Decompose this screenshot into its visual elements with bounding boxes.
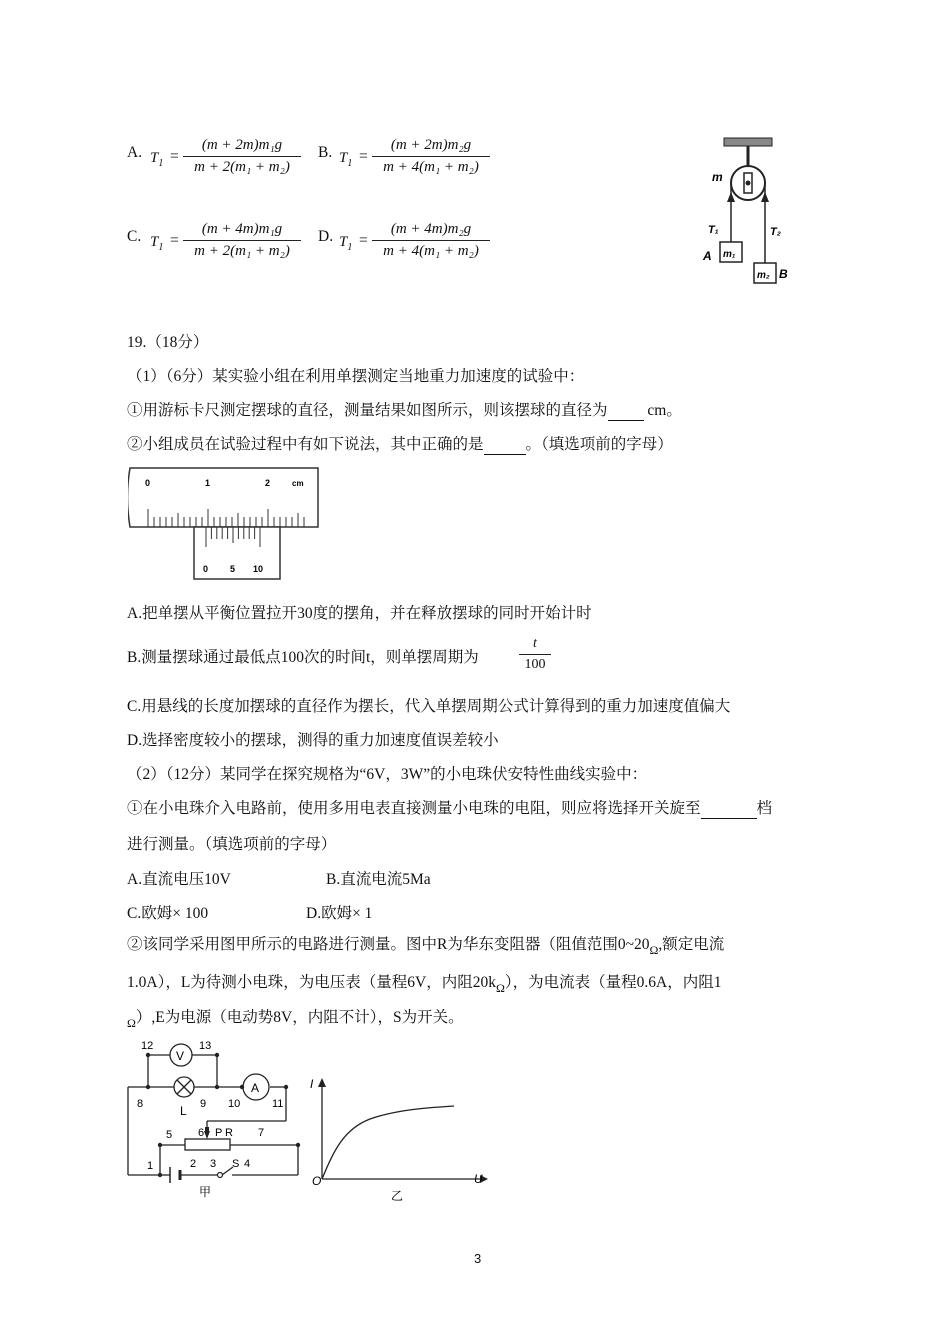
node-2: 2 xyxy=(190,1158,197,1170)
iu-graph xyxy=(308,1075,488,1205)
voltmeter-label: V xyxy=(176,1049,185,1063)
y-axis-arrow xyxy=(318,1078,326,1087)
q19-part2-option-d: D.欧姆× 1 xyxy=(306,905,373,922)
option-a-eq: = xyxy=(170,148,179,165)
option-b-denominator: m + 4(m₁ + m₂) xyxy=(383,159,479,175)
node-10: 10 xyxy=(228,1098,241,1110)
q19-part1-item2: ②小组成员在试验过程中有如下说法，其中正确的是 。（填选项前的字母） xyxy=(127,436,673,453)
q19-option-c: C.用悬线的长度加摆球的直径作为摆长，代入单摆周期公式计算得到的重力加速度值偏大 xyxy=(127,698,731,715)
option-d-lhs: $T_1$ xyxy=(339,234,353,253)
graph-origin-label: O xyxy=(312,1174,322,1188)
q19-part2-item2-line3: $_\Omega$）,E为电源（电动势8V，内阻不计），S为开关。 xyxy=(127,1009,464,1030)
option-c-denominator: m + 2(m₁ + m₂) xyxy=(194,243,290,259)
q19-part2-item2-line2: 1.0A），L为待测小电珠，为电压表（量程6V，内阻$20k_\Omega$），为电流表（量程0.6A，内阻1 xyxy=(127,974,722,995)
option-a-label: A. xyxy=(127,144,143,161)
node-5: 5 xyxy=(166,1129,173,1141)
option-c-label: C. xyxy=(127,228,142,245)
block-m2-label: m₂ xyxy=(757,270,770,281)
option-a-fraction xyxy=(183,137,301,176)
pulley-t2-label: T₂ xyxy=(770,226,781,238)
caliper-vernier-label-0: 0 xyxy=(203,564,209,574)
q19-header: 19.（18分） xyxy=(127,334,209,351)
option-b-numerator: (m + 2m)m₂g xyxy=(390,137,472,153)
option-d-eq: = xyxy=(359,232,368,249)
q19-part1-item1: ①用游标卡尺测定摆球的直径，测量结果如图所示，则该摆球的直径为 cm。 xyxy=(127,402,682,419)
pulley-m-label: m xyxy=(712,170,723,184)
node-12: 12 xyxy=(141,1040,154,1052)
q19-option-a: A.把单摆从平衡位置拉开30度的摆角，并在释放摆球的同时开始计时 xyxy=(127,605,592,622)
node-3: 3 xyxy=(210,1158,217,1170)
graph-caption: 乙 xyxy=(391,1189,404,1203)
graph-x-label: U xyxy=(474,1172,483,1186)
option-a-denominator: m + 2(m₁ + m₂) xyxy=(194,159,290,175)
caliper-unit-label: cm xyxy=(292,479,304,488)
q19-part2-header: （2）（12分）某同学在探究规格为“6V，3W”的小电珠伏安特性曲线实验中： xyxy=(127,766,648,783)
q19-option-b: B.测量摆球通过最低点100次的时间t，则单摆周期为 xyxy=(127,649,479,666)
q19-part2-item1: ①在小电珠介入电路前，使用多用电表直接测量小电珠的电阻，则应将选择开关旋至 档 xyxy=(127,800,773,817)
switch-label: S xyxy=(232,1158,240,1170)
node-4: 4 xyxy=(244,1158,251,1170)
q19-option-d: D.选择密度较小的摆球，测得的重力加速度值误差较小 xyxy=(127,732,499,749)
node-8: 8 xyxy=(137,1098,144,1110)
option-b-label: B. xyxy=(318,144,333,161)
q19-part2-item2-line1: ②该同学采用图甲所示的电路进行测量。图中R为华东变阻器（阻值范围$0\sim 20_\Omega$,额定电流 xyxy=(127,936,725,957)
node-9: 9 xyxy=(200,1098,207,1110)
node-13: 13 xyxy=(199,1040,212,1052)
caliper-main-label-0: 0 xyxy=(145,478,151,488)
vernier-caliper-figure xyxy=(128,465,328,583)
option-b-lhs: $T_1$ xyxy=(339,150,353,169)
node-6: 6 xyxy=(198,1127,205,1139)
option-d-numerator: (m + 4m)m₂g xyxy=(390,221,472,237)
q19-option-b-numerator: t xyxy=(533,636,537,651)
option-b-fraction xyxy=(372,137,490,176)
block-b-label: B xyxy=(779,267,788,281)
option-c-fraction xyxy=(183,221,301,260)
q19-part2-item1-line2: 进行测量。（填选项前的字母） xyxy=(127,836,337,853)
ohm-symbol: Ω xyxy=(127,1016,136,1030)
option-d-denominator: m + 4(m₁ + m₂) xyxy=(383,243,479,259)
caliper-vernier-label-5: 5 xyxy=(230,564,236,574)
option-c-numerator: (m + 4m)m₁g xyxy=(201,221,283,237)
q19-part2-option-a: A.直流电压10V xyxy=(127,871,231,888)
ammeter-label: A xyxy=(251,1081,260,1095)
q19-option-b-denominator: 100 xyxy=(524,657,546,672)
option-c-lhs: $T_1$ xyxy=(150,234,164,253)
option-d-label: D. xyxy=(318,228,334,245)
graph-y-label: I xyxy=(310,1077,314,1091)
node-7: 7 xyxy=(258,1127,265,1139)
slider-p-label: P xyxy=(215,1127,223,1139)
ceiling xyxy=(724,138,772,146)
answer-blank-diameter[interactable] xyxy=(608,402,644,421)
rheostat-r-label: R xyxy=(225,1127,233,1139)
iu-curve xyxy=(322,1106,454,1179)
circuit-diagram xyxy=(120,1035,305,1205)
option-d-fraction xyxy=(372,221,490,260)
pulley-t1-label: T₁ xyxy=(708,224,719,236)
q19-part2-option-b: B.直流电流5Ma xyxy=(326,871,431,888)
ohm-symbol: Ω xyxy=(649,943,659,957)
caliper-vernier-label-10: 10 xyxy=(253,564,264,574)
q19-option-b-fraction xyxy=(519,636,551,673)
lamp-label: L xyxy=(180,1104,187,1118)
page-number: 3 xyxy=(474,1251,482,1266)
circuit-caption: 甲 xyxy=(199,1185,212,1199)
answer-blank-selector[interactable] xyxy=(701,800,757,819)
node-1: 1 xyxy=(147,1160,154,1172)
option-b-eq: = xyxy=(359,148,368,165)
q19-part2-option-c: C.欧姆× 100 xyxy=(127,905,209,922)
option-a-lhs: $T_1$ xyxy=(150,150,164,169)
option-c-eq: = xyxy=(170,232,179,249)
option-a-numerator: (m + 2m)m₁g xyxy=(201,137,283,153)
pulley-hub xyxy=(746,181,751,186)
pulley-figure xyxy=(700,135,800,285)
rheostat-symbol xyxy=(185,1139,230,1150)
caliper-main-label-2: 2 xyxy=(265,478,271,488)
block-a-label: A xyxy=(703,249,712,263)
node-11: 11 xyxy=(272,1098,284,1110)
switch-contact xyxy=(218,1173,223,1178)
block-m1-label: m₁ xyxy=(723,249,736,260)
q19-part1-header: （1）（6分）某实验小组在利用单摆测定当地重力加速度的试验中： xyxy=(127,368,585,385)
answer-blank-correct-choice[interactable] xyxy=(484,436,526,455)
ohm-symbol: Ω xyxy=(495,981,505,995)
caliper-main-label-1: 1 xyxy=(205,478,211,488)
caliper-main-scale xyxy=(128,468,318,527)
